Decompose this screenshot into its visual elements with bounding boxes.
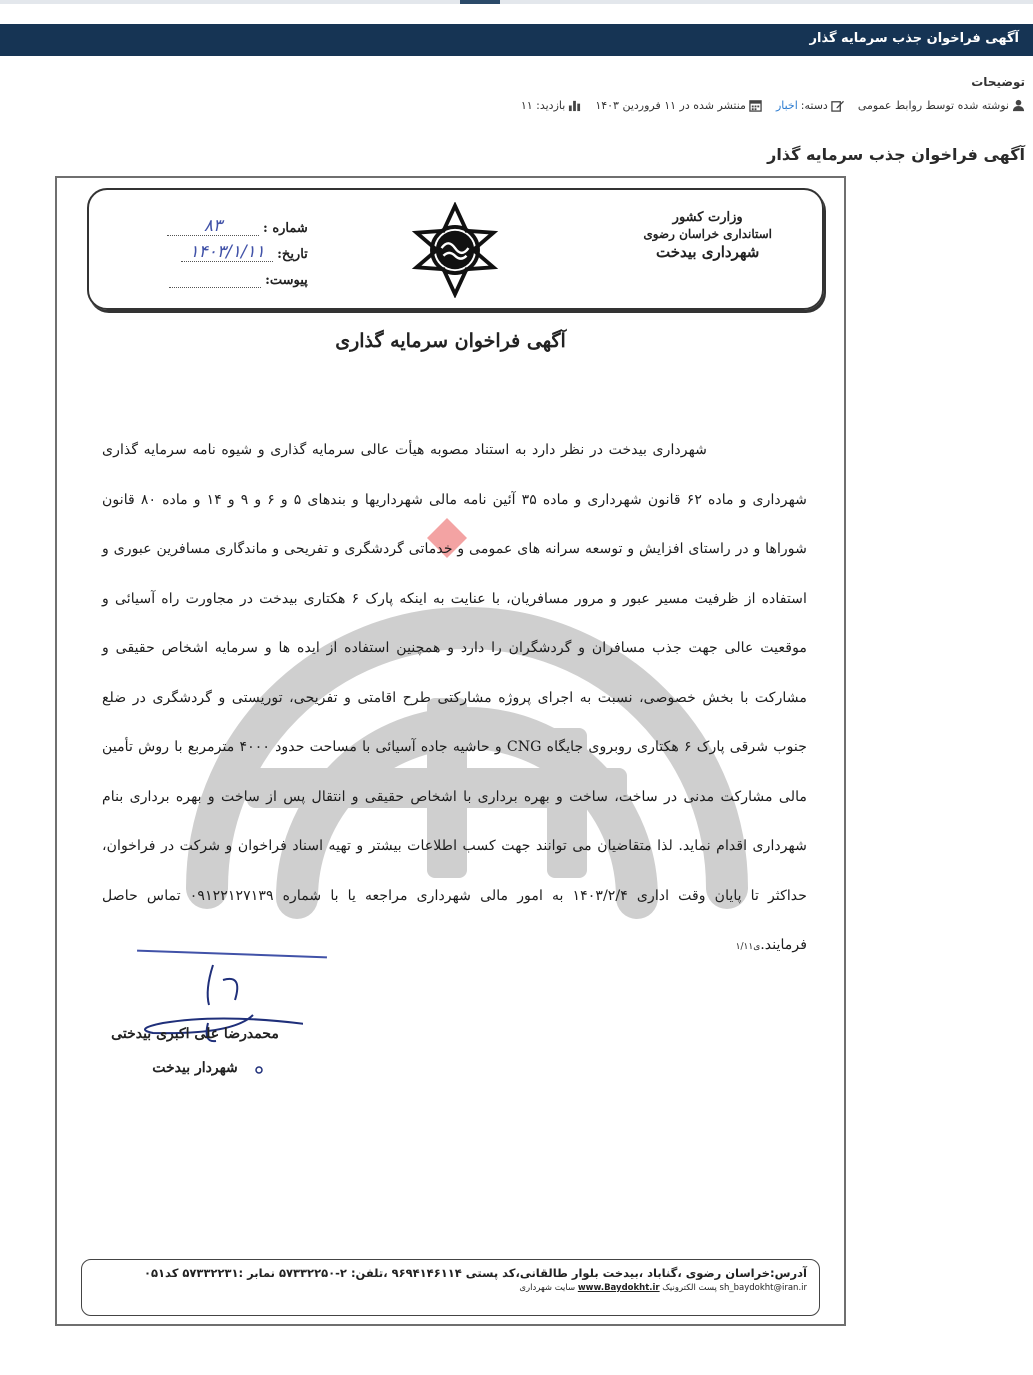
user-icon: [1012, 99, 1025, 112]
edit-icon: [831, 99, 844, 112]
meta-visits: بازدید: ۱۱: [521, 99, 582, 112]
meta-author: نوشته شده توسط روابط عمومی: [858, 99, 1025, 112]
body-note: ی۱/۱۱: [735, 942, 761, 952]
meta-published: منتشر شده در ۱۱ فروردین ۱۴۰۳: [595, 99, 762, 112]
letter-attachment-row: پیوست:: [167, 262, 308, 288]
module-title-bar: [0, 24, 1033, 56]
footer-contacts: sh_baydokht@iran.ir پست الکترونیک www.Baydokht.ir سایت شهرداری: [519, 1283, 807, 1293]
description-label: توضیحات: [971, 75, 1025, 89]
category-link[interactable]: اخبار: [775, 99, 798, 112]
letter-number: ۸۳: [167, 217, 259, 236]
bar-chart-icon: [568, 99, 581, 112]
letterhead-organization: وزارت کشور استانداری خراسان رضوی شهرداری بیدخت: [643, 210, 772, 261]
letter-heading: آگهی فراخوان سرمایه گذاری: [335, 330, 566, 352]
module-title: آگهی فراخوان جذب سرمایه گذار: [809, 31, 1019, 46]
top-strip: [0, 0, 1033, 4]
letter-number-row: شماره : ۸۳: [167, 210, 308, 236]
letterhead-box: [87, 188, 824, 310]
letter-footer: [81, 1259, 820, 1316]
calendar-icon: [749, 99, 762, 112]
letter-reference-fields: [167, 210, 308, 288]
footer-email[interactable]: sh_baydokht@iran.ir: [719, 1283, 807, 1293]
municipality-emblem-icon: [407, 202, 503, 298]
letter-date: ۱۴۰۳/۱/۱۱: [181, 243, 273, 262]
letter-attachment: [169, 287, 261, 288]
post-title: آگهی فراخوان جذب سرمایه گذار: [767, 145, 1025, 164]
signer-title: شهردار بیدخت: [152, 1060, 238, 1076]
letter-date-row: تاریخ: ۱۴۰۳/۱/۱۱: [167, 236, 308, 262]
footer-website[interactable]: www.Baydokht.ir: [577, 1283, 660, 1293]
footer-address: آدرس:خراسان رضوی ،گناباد ،بیدخت بلوار طالقانی،کد پستی ۹۶۹۴۱۴۶۱۱۴ ،تلفن: ۲-۵۷۳۳۲۲۵۰ نمابر :۵۷۳۳۲۲۳۱ کد۰۵۱: [143, 1266, 807, 1280]
article-meta: [521, 99, 1025, 112]
meta-category: دسته: اخبار: [776, 99, 844, 112]
signer-block: [95, 1026, 295, 1094]
letter-body-text: شهرداری بیدخت در نظر دارد به استناد مصوبه هیأت عالی سرمایه گذاری و شیوه نامه سرمایه گذاری شهرداری و ماده ۶۲ قانون شهرداری و ماده ۳۵ آئین نامه مالی شهرداریها و بندهای ۵ و ۶ و ۹ و ۱۴ و ماده ۸۰ قانون شوراها و در راستای افزایش و توسعه سرانه های عمومی و خدماتی گردشگری و تفریحی و ماندگاری مسافرین عبوری و استفاده از ظرفیت مسیر عبور و مرور مسافریان، با عنایت به اینکه پارک ۶ هکتاری بیدخت در مجاورت راه آسیائی و موقعیت عالی جهت جذب مسافران و گردشگران را دارد و همچنین استفاده از ایده ها و سرمایه اشخاص حقیقی و مشارکت با بخش خصوصی، نسبت به اجرای پروژه مشارکتی طرح اقامتی و تفریحی، توریستی و گردشگری در ضلع جنوب شرقی پارک ۶ هکتاری روبروی جایگاه CNG و حاشیه جاده آسیائی با مساحت حدود ۴۰۰۰ مترمربع با روش تأمین مالی مشارکت مدنی در ساخت، ساخت و بهره برداری با اشخاص حقیقی و انتقال پس از ساخت و بهره برداری بنام شهرداری اقدام نماید. لذا متقاضیان می توانند جهت کسب اطلاعات بیشتر و تهیه اسناد فراخوان و شرکت در فراخوان، حداکثر تا پایان وقت اداری ۱۴۰۳/۲/۴ به امور مالی شهرداری مراجعه یا با شماره ۰۹۱۲۲۱۲۷۱۳۹ تماس حاصل فرمایند.: [102, 442, 807, 953]
top-tab-indicator: [460, 0, 500, 4]
signer-name: محمدرضا علی اکبری بیدختی: [111, 1026, 279, 1042]
letter-image: [55, 176, 846, 1326]
letter-body: [102, 426, 807, 973]
